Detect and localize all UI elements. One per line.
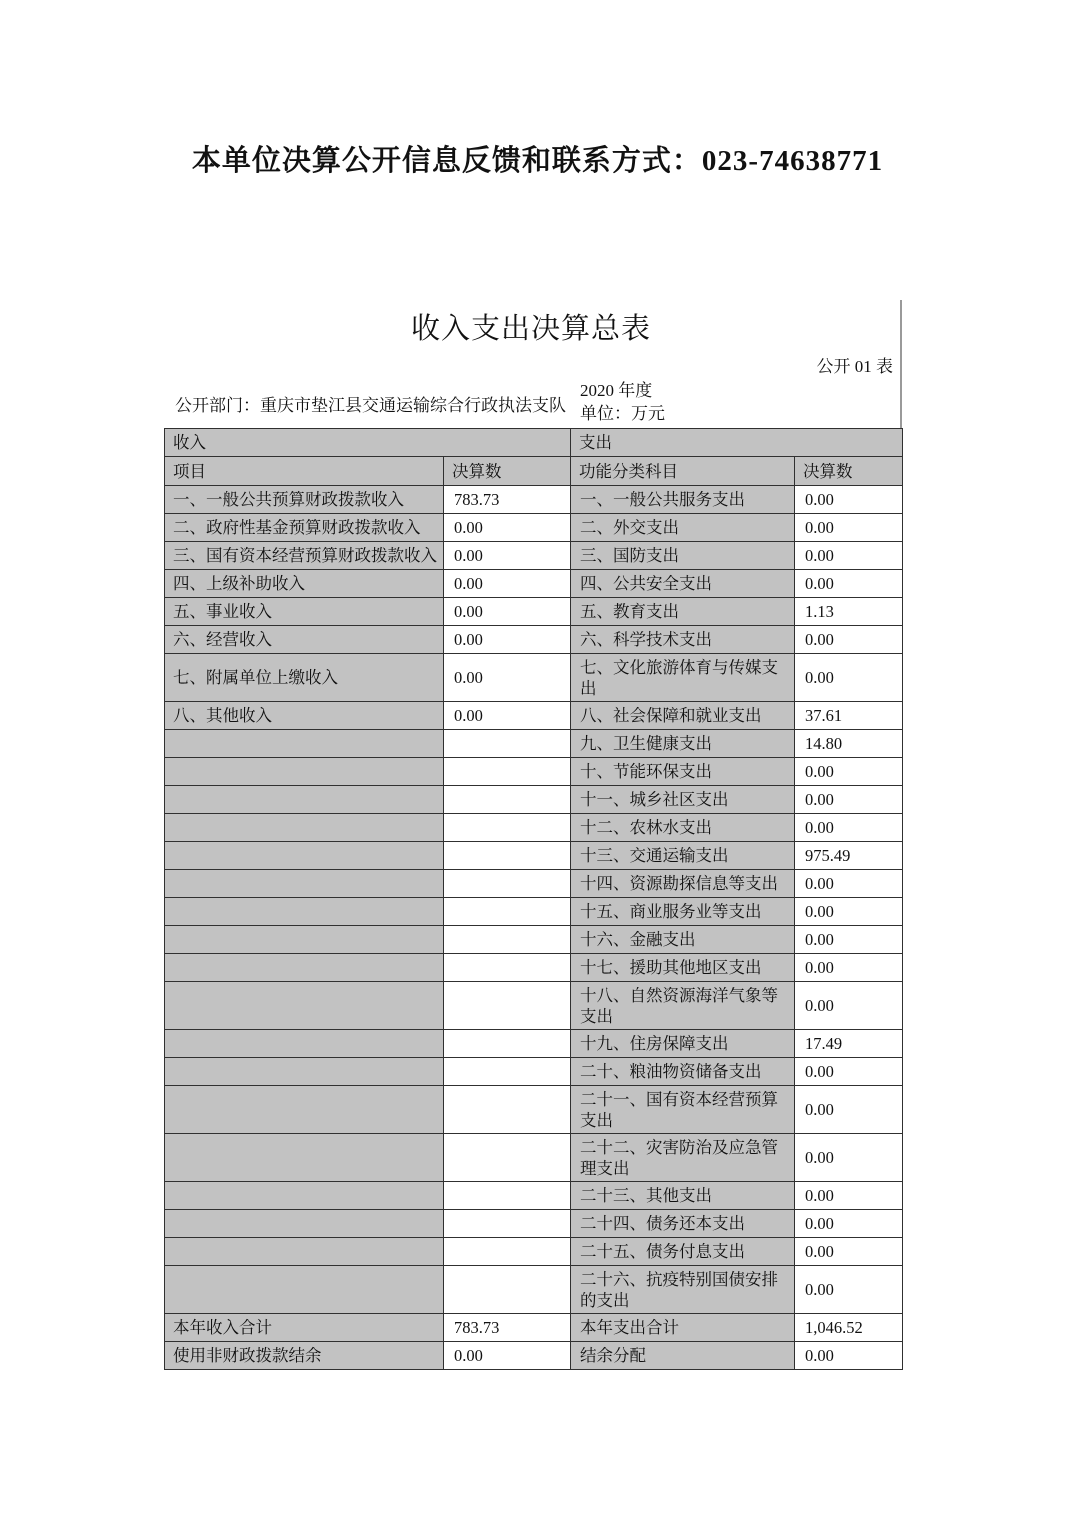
income-item-cell <box>165 786 444 814</box>
expense-section-header: 支出 <box>571 429 903 457</box>
income-item-cell: 使用非财政拨款结余 <box>165 1342 444 1370</box>
expense-amount-cell: 0.00 <box>795 1266 903 1314</box>
expense-amount-cell: 0.00 <box>795 542 903 570</box>
table-row <box>165 598 903 626</box>
expense-amount-cell: 0.00 <box>795 1182 903 1210</box>
contact-line: 本单位决算公开信息反馈和联系方式：023-74638771 <box>191 145 884 177</box>
expense-item-cell: 二十三、其他支出 <box>571 1182 795 1210</box>
expense-amount-cell: 0.00 <box>795 814 903 842</box>
income-item-cell <box>165 1086 444 1134</box>
expense-item-cell: 十一、城乡社区支出 <box>571 786 795 814</box>
expense-item-column-header: 功能分类科目 <box>571 457 795 486</box>
year-label: 2020 年度 <box>580 381 653 400</box>
table-row <box>165 570 903 598</box>
table-row <box>165 654 903 702</box>
summary-table <box>164 428 903 1370</box>
income-amount-cell <box>444 1210 571 1238</box>
unit-label: 单位：万元 <box>580 404 665 423</box>
expense-item-cell: 本年支出合计 <box>571 1314 795 1342</box>
table-row <box>165 1238 903 1266</box>
table-row <box>165 786 903 814</box>
expense-amount-cell: 0.00 <box>795 758 903 786</box>
expense-amount-cell: 0.00 <box>795 1342 903 1370</box>
income-item-cell <box>165 982 444 1030</box>
expense-item-cell: 二十五、债务付息支出 <box>571 1238 795 1266</box>
income-amount-column-header: 决算数 <box>444 457 571 486</box>
expense-amount-cell: 0.00 <box>795 1134 903 1182</box>
income-amount-cell <box>444 870 571 898</box>
income-item-cell <box>165 1210 444 1238</box>
expense-item-cell: 九、卫生健康支出 <box>571 730 795 758</box>
expense-amount-cell: 975.49 <box>795 842 903 870</box>
income-amount-cell <box>444 730 571 758</box>
expense-amount-cell: 17.49 <box>795 1030 903 1058</box>
expense-item-cell: 十三、交通运输支出 <box>571 842 795 870</box>
income-item-cell: 四、上级补助收入 <box>165 570 444 598</box>
expense-amount-cell: 0.00 <box>795 626 903 654</box>
income-amount-cell <box>444 898 571 926</box>
expense-amount-cell: 0.00 <box>795 926 903 954</box>
income-amount-cell: 0.00 <box>444 654 571 702</box>
income-amount-cell <box>444 1058 571 1086</box>
expense-amount-cell: 37.61 <box>795 702 903 730</box>
table-body <box>165 486 903 1370</box>
income-item-cell <box>165 1238 444 1266</box>
expense-amount-column-header: 决算数 <box>795 457 903 486</box>
table-row <box>165 1342 903 1370</box>
table-row <box>165 486 903 514</box>
table-row <box>165 1058 903 1086</box>
expense-item-cell: 十四、资源勘探信息等支出 <box>571 870 795 898</box>
expense-amount-cell: 0.00 <box>795 954 903 982</box>
table-row <box>165 814 903 842</box>
income-amount-cell <box>444 786 571 814</box>
expense-amount-cell: 0.00 <box>795 870 903 898</box>
expense-item-cell: 二十一、国有资本经营预算支出 <box>571 1086 795 1134</box>
department-label: 公开部门：重庆市垫江县交通运输综合行政执法支队 <box>175 396 566 415</box>
table-row <box>165 702 903 730</box>
income-item-cell: 三、国有资本经营预算财政拨款收入 <box>165 542 444 570</box>
table-title: 收入支出决算总表 <box>410 313 651 345</box>
expense-amount-cell: 1.13 <box>795 598 903 626</box>
expense-amount-cell: 0.00 <box>795 1058 903 1086</box>
income-amount-cell <box>444 1134 571 1182</box>
income-amount-cell: 0.00 <box>444 598 571 626</box>
column-header-row <box>165 457 903 486</box>
income-item-cell <box>165 842 444 870</box>
income-amount-cell <box>444 758 571 786</box>
expense-item-cell: 十六、金融支出 <box>571 926 795 954</box>
expense-amount-cell: 0.00 <box>795 486 903 514</box>
income-item-cell <box>165 898 444 926</box>
expense-amount-cell: 0.00 <box>795 1210 903 1238</box>
income-amount-cell <box>444 1030 571 1058</box>
table-row <box>165 626 903 654</box>
income-item-cell <box>165 1182 444 1210</box>
expense-amount-cell: 1,046.52 <box>795 1314 903 1342</box>
table-row <box>165 758 903 786</box>
expense-amount-cell: 0.00 <box>795 1086 903 1134</box>
income-amount-cell <box>444 842 571 870</box>
income-item-cell: 八、其他收入 <box>165 702 444 730</box>
expense-item-cell: 二、外交支出 <box>571 514 795 542</box>
expense-item-cell: 二十四、债务还本支出 <box>571 1210 795 1238</box>
table-row <box>165 1314 903 1342</box>
expense-amount-cell: 0.00 <box>795 786 903 814</box>
income-item-cell <box>165 730 444 758</box>
table-row <box>165 1030 903 1058</box>
expense-item-cell: 十、节能环保支出 <box>571 758 795 786</box>
income-amount-cell <box>444 1086 571 1134</box>
expense-item-cell: 十五、商业服务业等支出 <box>571 898 795 926</box>
expense-item-cell: 六、科学技术支出 <box>571 626 795 654</box>
expense-item-cell: 七、文化旅游体育与传媒支出 <box>571 654 795 702</box>
income-amount-cell: 0.00 <box>444 570 571 598</box>
table-tag: 公开 01 表 <box>816 357 893 376</box>
expense-item-cell: 三、国防支出 <box>571 542 795 570</box>
income-item-cell <box>165 1134 444 1182</box>
income-amount-cell: 0.00 <box>444 626 571 654</box>
income-item-cell: 七、附属单位上缴收入 <box>165 654 444 702</box>
income-amount-cell: 0.00 <box>444 1342 571 1370</box>
income-amount-cell <box>444 1182 571 1210</box>
page-right-divider <box>900 300 902 428</box>
table-row <box>165 898 903 926</box>
income-amount-cell <box>444 954 571 982</box>
income-item-cell <box>165 954 444 982</box>
table-row <box>165 1266 903 1314</box>
table-row <box>165 730 903 758</box>
table-row <box>165 542 903 570</box>
income-amount-cell <box>444 814 571 842</box>
table-row <box>165 954 903 982</box>
income-item-cell: 五、事业收入 <box>165 598 444 626</box>
expense-amount-cell: 0.00 <box>795 654 903 702</box>
expense-item-cell: 十九、住房保障支出 <box>571 1030 795 1058</box>
income-amount-cell: 783.73 <box>444 1314 571 1342</box>
expense-item-cell: 十二、农林水支出 <box>571 814 795 842</box>
income-amount-cell <box>444 1238 571 1266</box>
income-amount-cell: 0.00 <box>444 702 571 730</box>
income-item-cell <box>165 926 444 954</box>
income-item-cell <box>165 1030 444 1058</box>
income-item-cell <box>165 758 444 786</box>
expense-amount-cell: 0.00 <box>795 514 903 542</box>
expense-amount-cell: 14.80 <box>795 730 903 758</box>
expense-amount-cell: 0.00 <box>795 982 903 1030</box>
table-row <box>165 982 903 1030</box>
income-item-cell <box>165 870 444 898</box>
table-row <box>165 1086 903 1134</box>
expense-item-cell: 二十、粮油物资储备支出 <box>571 1058 795 1086</box>
income-item-cell: 本年收入合计 <box>165 1314 444 1342</box>
expense-item-cell: 四、公共安全支出 <box>571 570 795 598</box>
table-row <box>165 1210 903 1238</box>
table-row <box>165 870 903 898</box>
expense-amount-cell: 0.00 <box>795 1238 903 1266</box>
income-amount-cell <box>444 926 571 954</box>
expense-item-cell: 一、一般公共服务支出 <box>571 486 795 514</box>
table-row <box>165 926 903 954</box>
expense-amount-cell: 0.00 <box>795 570 903 598</box>
expense-amount-cell: 0.00 <box>795 898 903 926</box>
expense-item-cell: 二十二、灾害防治及应急管理支出 <box>571 1134 795 1182</box>
income-item-cell: 二、政府性基金预算财政拨款收入 <box>165 514 444 542</box>
expense-item-cell: 结余分配 <box>571 1342 795 1370</box>
income-item-cell <box>165 1266 444 1314</box>
income-item-cell <box>165 1058 444 1086</box>
income-amount-cell <box>444 1266 571 1314</box>
table-row <box>165 514 903 542</box>
expense-item-cell: 五、教育支出 <box>571 598 795 626</box>
expense-item-cell: 二十六、抗疫特别国债安排的支出 <box>571 1266 795 1314</box>
income-amount-cell: 0.00 <box>444 542 571 570</box>
expense-item-cell: 十七、援助其他地区支出 <box>571 954 795 982</box>
table-row <box>165 842 903 870</box>
income-item-cell <box>165 814 444 842</box>
table-row <box>165 1182 903 1210</box>
income-amount-cell <box>444 982 571 1030</box>
table-row <box>165 1134 903 1182</box>
income-amount-cell: 0.00 <box>444 514 571 542</box>
section-header-row <box>165 429 903 457</box>
expense-item-cell: 八、社会保障和就业支出 <box>571 702 795 730</box>
income-item-cell: 六、经营收入 <box>165 626 444 654</box>
income-item-column-header: 项目 <box>165 457 444 486</box>
income-section-header: 收入 <box>165 429 571 457</box>
income-item-cell: 一、一般公共预算财政拨款收入 <box>165 486 444 514</box>
expense-item-cell: 十八、自然资源海洋气象等支出 <box>571 982 795 1030</box>
income-amount-cell: 783.73 <box>444 486 571 514</box>
